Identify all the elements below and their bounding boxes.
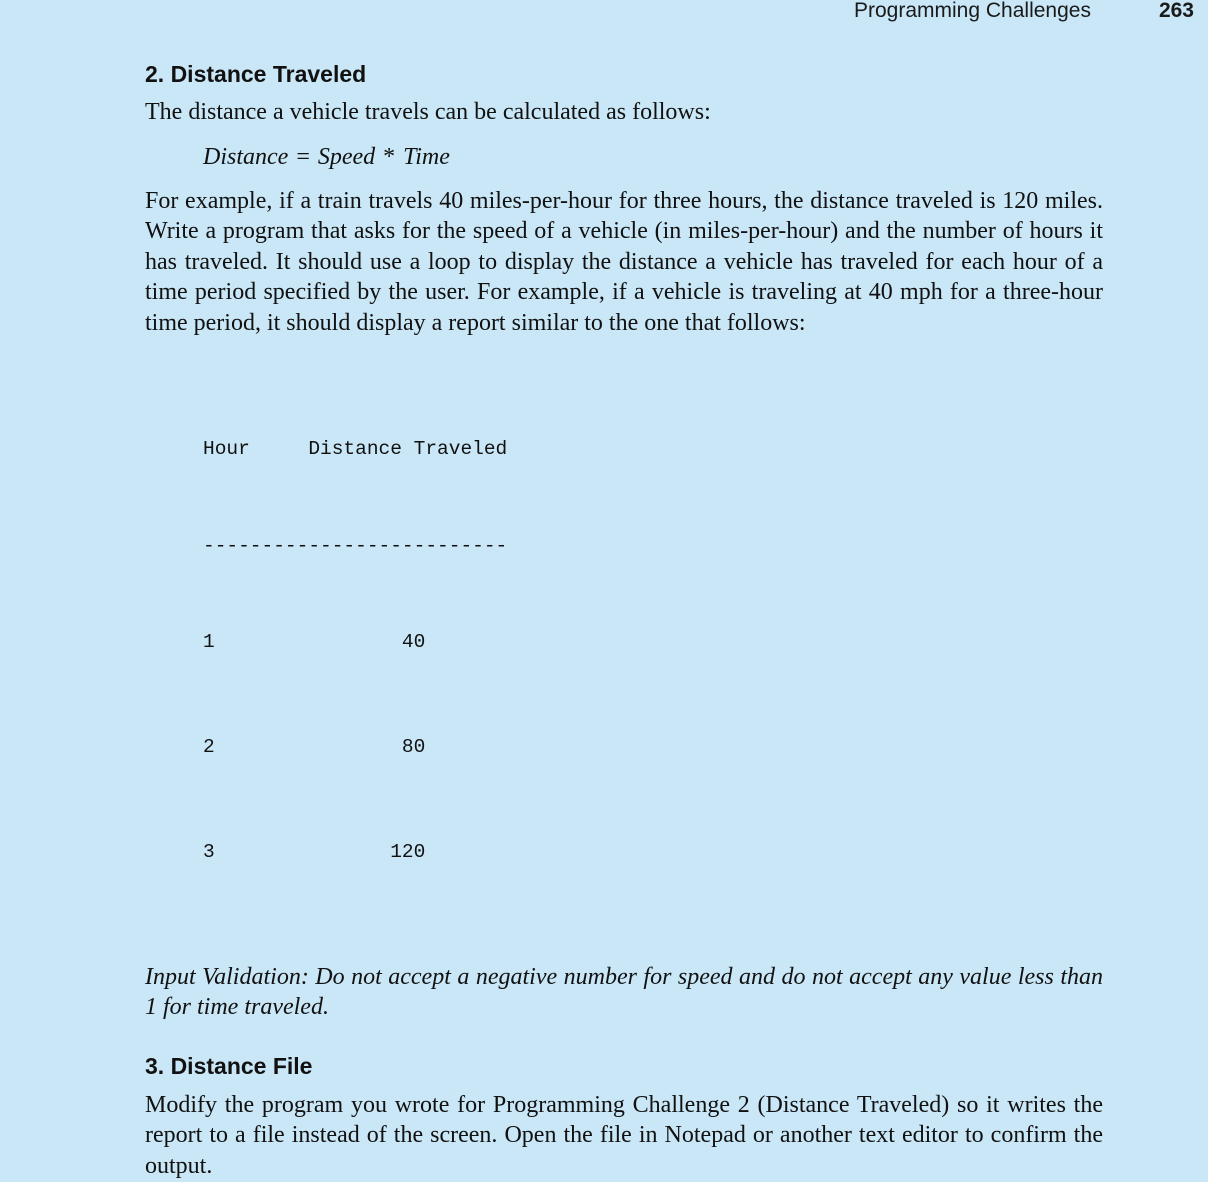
section-3-heading: 3. Distance File [145,1052,313,1079]
formula-term-time: Time [403,143,450,170]
formula-term-speed: Speed [317,143,376,170]
distance-formula [203,142,1103,172]
input-validation-note: Input Validation: Do not accept a negative number for speed and do not accept any value less than 1 for time traveled. [145,963,1103,1021]
report-row: 2 80 [203,735,426,758]
report-row: 1 40 [203,630,426,653]
report-row: 3 120 [203,840,426,863]
section-3-body: Modify the program you wrote for Programming Challenge 2 (Distance Traveled) so it writes the report to a file instead of the screen. Open the file in Notepad or another text editor to confirm the output. [145,1091,1103,1179]
page-number: 263 [1158,0,1194,22]
section-2-intro: The distance a vehicle travels can be calculated as follows: [145,99,711,125]
report-divider-line: -------------------------- [203,536,508,555]
formula-lhs: Distance [203,143,289,170]
formula-equals: = [296,143,310,170]
running-head-title: Programming Challenges [854,0,1091,22]
report-header-line: Hour Distance Traveled [203,437,508,460]
formula-times: * [383,143,396,170]
page-content [145,59,1103,1182]
section-2-heading: 2. Distance Traveled [145,61,367,87]
sample-report [203,362,1103,940]
section-2-example: For example, if a train travels 40 miles-per-hour for three hours, the distance traveled is 120 miles. Write a program that asks for the speed of a vehicle (in miles-per-hour) and the number of hours it has traveled. It should use a loop to display the distance a vehicle has traveled for each hour of a time period specified by the user. For example, if a vehicle is traveling at 40 mph for a three-hour time period, it should display a report similar to the one that follows: [145,187,1103,336]
